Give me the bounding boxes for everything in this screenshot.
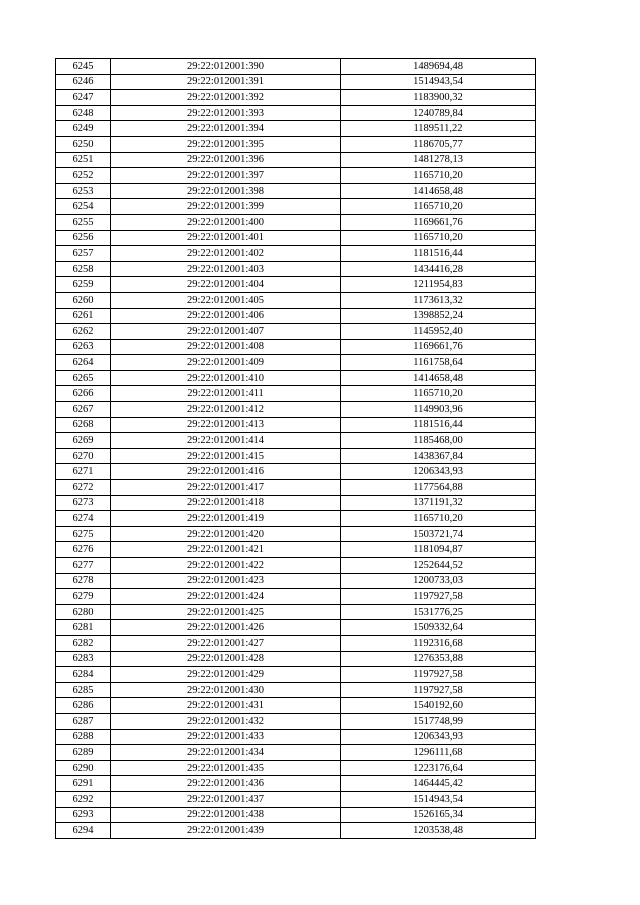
row-number-cell: 6259 bbox=[56, 277, 111, 293]
table-row bbox=[56, 402, 536, 418]
value-cell: 1165710,20 bbox=[341, 230, 536, 246]
cadastral-number-cell: 29:22:012001:435 bbox=[111, 760, 341, 776]
row-number-cell: 6282 bbox=[56, 635, 111, 651]
value-cell: 1189511,22 bbox=[341, 121, 536, 137]
cadastral-number-cell: 29:22:012001:418 bbox=[111, 495, 341, 511]
value-cell: 1165710,20 bbox=[341, 386, 536, 402]
table-row bbox=[56, 604, 536, 620]
cadastral-number-cell: 29:22:012001:425 bbox=[111, 604, 341, 620]
row-number-cell: 6280 bbox=[56, 604, 111, 620]
table-row bbox=[56, 230, 536, 246]
table-row bbox=[56, 246, 536, 262]
row-number-cell: 6245 bbox=[56, 59, 111, 75]
row-number-cell: 6256 bbox=[56, 230, 111, 246]
document-page bbox=[55, 58, 535, 839]
table-row bbox=[56, 183, 536, 199]
table-row bbox=[56, 324, 536, 340]
table-row bbox=[56, 807, 536, 823]
value-cell: 1183900,32 bbox=[341, 90, 536, 106]
cadastral-number-cell: 29:22:012001:434 bbox=[111, 745, 341, 761]
table-row bbox=[56, 136, 536, 152]
table-row bbox=[56, 745, 536, 761]
value-cell: 1509332,64 bbox=[341, 620, 536, 636]
value-cell: 1223176,64 bbox=[341, 760, 536, 776]
table-row bbox=[56, 573, 536, 589]
cadastral-number-cell: 29:22:012001:400 bbox=[111, 214, 341, 230]
value-cell: 1149903,96 bbox=[341, 402, 536, 418]
row-number-cell: 6293 bbox=[56, 807, 111, 823]
value-cell: 1503721,74 bbox=[341, 526, 536, 542]
value-cell: 1177564,88 bbox=[341, 480, 536, 496]
table-row bbox=[56, 152, 536, 168]
row-number-cell: 6251 bbox=[56, 152, 111, 168]
table-row bbox=[56, 495, 536, 511]
table-row bbox=[56, 417, 536, 433]
cadastral-number-cell: 29:22:012001:403 bbox=[111, 261, 341, 277]
table-row bbox=[56, 526, 536, 542]
cadastral-number-cell: 29:22:012001:406 bbox=[111, 308, 341, 324]
cadastral-number-cell: 29:22:012001:417 bbox=[111, 480, 341, 496]
cadastral-number-cell: 29:22:012001:413 bbox=[111, 417, 341, 433]
row-number-cell: 6272 bbox=[56, 480, 111, 496]
row-number-cell: 6289 bbox=[56, 745, 111, 761]
row-number-cell: 6254 bbox=[56, 199, 111, 215]
cadastral-number-cell: 29:22:012001:404 bbox=[111, 277, 341, 293]
table-row bbox=[56, 729, 536, 745]
cadastral-number-cell: 29:22:012001:401 bbox=[111, 230, 341, 246]
table-row bbox=[56, 199, 536, 215]
cadastral-number-cell: 29:22:012001:402 bbox=[111, 246, 341, 262]
value-cell: 1197927,58 bbox=[341, 682, 536, 698]
value-cell: 1161758,64 bbox=[341, 355, 536, 371]
value-cell: 1192316,68 bbox=[341, 635, 536, 651]
row-number-cell: 6294 bbox=[56, 823, 111, 839]
value-cell: 1211954,83 bbox=[341, 277, 536, 293]
cadastral-number-cell: 29:22:012001:407 bbox=[111, 324, 341, 340]
value-cell: 1206343,93 bbox=[341, 464, 536, 480]
cadastral-number-cell: 29:22:012001:422 bbox=[111, 558, 341, 574]
row-number-cell: 6260 bbox=[56, 292, 111, 308]
value-cell: 1398852,24 bbox=[341, 308, 536, 324]
value-cell: 1252644,52 bbox=[341, 558, 536, 574]
table-row bbox=[56, 635, 536, 651]
cadastral-number-cell: 29:22:012001:396 bbox=[111, 152, 341, 168]
table-row bbox=[56, 105, 536, 121]
cadastral-number-cell: 29:22:012001:393 bbox=[111, 105, 341, 121]
row-number-cell: 6271 bbox=[56, 464, 111, 480]
cadastral-number-cell: 29:22:012001:428 bbox=[111, 651, 341, 667]
table-row bbox=[56, 121, 536, 137]
table-row bbox=[56, 214, 536, 230]
value-cell: 1296111,68 bbox=[341, 745, 536, 761]
table-row bbox=[56, 651, 536, 667]
table-row bbox=[56, 448, 536, 464]
cadastral-number-cell: 29:22:012001:409 bbox=[111, 355, 341, 371]
row-number-cell: 6249 bbox=[56, 121, 111, 137]
value-cell: 1169661,76 bbox=[341, 214, 536, 230]
row-number-cell: 6263 bbox=[56, 339, 111, 355]
value-cell: 1145952,40 bbox=[341, 324, 536, 340]
cadastral-value-table bbox=[55, 58, 536, 839]
cadastral-number-cell: 29:22:012001:405 bbox=[111, 292, 341, 308]
table-row bbox=[56, 776, 536, 792]
table-row bbox=[56, 667, 536, 683]
table-row bbox=[56, 713, 536, 729]
table-row bbox=[56, 59, 536, 75]
value-cell: 1173613,32 bbox=[341, 292, 536, 308]
table-row bbox=[56, 90, 536, 106]
table-row bbox=[56, 791, 536, 807]
cadastral-number-cell: 29:22:012001:421 bbox=[111, 542, 341, 558]
cadastral-number-cell: 29:22:012001:439 bbox=[111, 823, 341, 839]
cadastral-number-cell: 29:22:012001:427 bbox=[111, 635, 341, 651]
row-number-cell: 6275 bbox=[56, 526, 111, 542]
table-row bbox=[56, 292, 536, 308]
row-number-cell: 6253 bbox=[56, 183, 111, 199]
value-cell: 1489694,48 bbox=[341, 59, 536, 75]
row-number-cell: 6276 bbox=[56, 542, 111, 558]
cadastral-number-cell: 29:22:012001:395 bbox=[111, 136, 341, 152]
cadastral-number-cell: 29:22:012001:420 bbox=[111, 526, 341, 542]
value-cell: 1165710,20 bbox=[341, 199, 536, 215]
row-number-cell: 6268 bbox=[56, 417, 111, 433]
value-cell: 1438367,84 bbox=[341, 448, 536, 464]
table-row bbox=[56, 433, 536, 449]
row-number-cell: 6269 bbox=[56, 433, 111, 449]
table-row bbox=[56, 620, 536, 636]
row-number-cell: 6292 bbox=[56, 791, 111, 807]
row-number-cell: 6258 bbox=[56, 261, 111, 277]
value-cell: 1514943,54 bbox=[341, 791, 536, 807]
row-number-cell: 6261 bbox=[56, 308, 111, 324]
table-row bbox=[56, 698, 536, 714]
row-number-cell: 6273 bbox=[56, 495, 111, 511]
cadastral-number-cell: 29:22:012001:416 bbox=[111, 464, 341, 480]
row-number-cell: 6283 bbox=[56, 651, 111, 667]
row-number-cell: 6288 bbox=[56, 729, 111, 745]
row-number-cell: 6290 bbox=[56, 760, 111, 776]
cadastral-number-cell: 29:22:012001:414 bbox=[111, 433, 341, 449]
row-number-cell: 6274 bbox=[56, 511, 111, 527]
cadastral-number-cell: 29:22:012001:411 bbox=[111, 386, 341, 402]
value-cell: 1240789,84 bbox=[341, 105, 536, 121]
value-cell: 1197927,58 bbox=[341, 589, 536, 605]
cadastral-number-cell: 29:22:012001:415 bbox=[111, 448, 341, 464]
table-row bbox=[56, 558, 536, 574]
value-cell: 1514943,54 bbox=[341, 74, 536, 90]
value-cell: 1276353,88 bbox=[341, 651, 536, 667]
cadastral-number-cell: 29:22:012001:397 bbox=[111, 168, 341, 184]
row-number-cell: 6264 bbox=[56, 355, 111, 371]
table-row bbox=[56, 682, 536, 698]
row-number-cell: 6247 bbox=[56, 90, 111, 106]
value-cell: 1414658,48 bbox=[341, 370, 536, 386]
table-row bbox=[56, 74, 536, 90]
value-cell: 1197927,58 bbox=[341, 667, 536, 683]
value-cell: 1165710,20 bbox=[341, 168, 536, 184]
cadastral-number-cell: 29:22:012001:423 bbox=[111, 573, 341, 589]
value-cell: 1526165,34 bbox=[341, 807, 536, 823]
row-number-cell: 6257 bbox=[56, 246, 111, 262]
row-number-cell: 6278 bbox=[56, 573, 111, 589]
cadastral-number-cell: 29:22:012001:392 bbox=[111, 90, 341, 106]
row-number-cell: 6250 bbox=[56, 136, 111, 152]
value-cell: 1169661,76 bbox=[341, 339, 536, 355]
table-row bbox=[56, 386, 536, 402]
table-row bbox=[56, 511, 536, 527]
cadastral-number-cell: 29:22:012001:391 bbox=[111, 74, 341, 90]
table-row bbox=[56, 370, 536, 386]
value-cell: 1181516,44 bbox=[341, 417, 536, 433]
value-cell: 1434416,28 bbox=[341, 261, 536, 277]
row-number-cell: 6284 bbox=[56, 667, 111, 683]
cadastral-number-cell: 29:22:012001:436 bbox=[111, 776, 341, 792]
row-number-cell: 6248 bbox=[56, 105, 111, 121]
value-cell: 1464445,42 bbox=[341, 776, 536, 792]
value-cell: 1517748,99 bbox=[341, 713, 536, 729]
cadastral-number-cell: 29:22:012001:431 bbox=[111, 698, 341, 714]
row-number-cell: 6252 bbox=[56, 168, 111, 184]
row-number-cell: 6265 bbox=[56, 370, 111, 386]
cadastral-number-cell: 29:22:012001:437 bbox=[111, 791, 341, 807]
value-cell: 1185468,00 bbox=[341, 433, 536, 449]
cadastral-number-cell: 29:22:012001:438 bbox=[111, 807, 341, 823]
value-cell: 1206343,93 bbox=[341, 729, 536, 745]
row-number-cell: 6277 bbox=[56, 558, 111, 574]
value-cell: 1165710,20 bbox=[341, 511, 536, 527]
row-number-cell: 6267 bbox=[56, 402, 111, 418]
cadastral-number-cell: 29:22:012001:433 bbox=[111, 729, 341, 745]
table-row bbox=[56, 823, 536, 839]
cadastral-number-cell: 29:22:012001:408 bbox=[111, 339, 341, 355]
table-row bbox=[56, 261, 536, 277]
value-cell: 1181094,87 bbox=[341, 542, 536, 558]
table-row bbox=[56, 168, 536, 184]
value-cell: 1186705,77 bbox=[341, 136, 536, 152]
row-number-cell: 6279 bbox=[56, 589, 111, 605]
cadastral-number-cell: 29:22:012001:410 bbox=[111, 370, 341, 386]
row-number-cell: 6281 bbox=[56, 620, 111, 636]
cadastral-number-cell: 29:22:012001:426 bbox=[111, 620, 341, 636]
table-body bbox=[56, 59, 536, 839]
cadastral-number-cell: 29:22:012001:399 bbox=[111, 199, 341, 215]
value-cell: 1200733,03 bbox=[341, 573, 536, 589]
cadastral-number-cell: 29:22:012001:398 bbox=[111, 183, 341, 199]
value-cell: 1481278,13 bbox=[341, 152, 536, 168]
row-number-cell: 6255 bbox=[56, 214, 111, 230]
table-row bbox=[56, 464, 536, 480]
table-row bbox=[56, 760, 536, 776]
cadastral-number-cell: 29:22:012001:430 bbox=[111, 682, 341, 698]
table-row bbox=[56, 480, 536, 496]
table-row bbox=[56, 339, 536, 355]
row-number-cell: 6291 bbox=[56, 776, 111, 792]
table-row bbox=[56, 308, 536, 324]
table-row bbox=[56, 355, 536, 371]
cadastral-number-cell: 29:22:012001:432 bbox=[111, 713, 341, 729]
value-cell: 1531776,25 bbox=[341, 604, 536, 620]
value-cell: 1203538,48 bbox=[341, 823, 536, 839]
row-number-cell: 6285 bbox=[56, 682, 111, 698]
table-row bbox=[56, 589, 536, 605]
value-cell: 1540192,60 bbox=[341, 698, 536, 714]
table-row bbox=[56, 542, 536, 558]
row-number-cell: 6266 bbox=[56, 386, 111, 402]
cadastral-number-cell: 29:22:012001:394 bbox=[111, 121, 341, 137]
row-number-cell: 6246 bbox=[56, 74, 111, 90]
cadastral-number-cell: 29:22:012001:390 bbox=[111, 59, 341, 75]
cadastral-number-cell: 29:22:012001:412 bbox=[111, 402, 341, 418]
cadastral-number-cell: 29:22:012001:424 bbox=[111, 589, 341, 605]
value-cell: 1181516,44 bbox=[341, 246, 536, 262]
value-cell: 1371191,32 bbox=[341, 495, 536, 511]
cadastral-number-cell: 29:22:012001:419 bbox=[111, 511, 341, 527]
table-row bbox=[56, 277, 536, 293]
row-number-cell: 6287 bbox=[56, 713, 111, 729]
row-number-cell: 6262 bbox=[56, 324, 111, 340]
cadastral-number-cell: 29:22:012001:429 bbox=[111, 667, 341, 683]
row-number-cell: 6270 bbox=[56, 448, 111, 464]
value-cell: 1414658,48 bbox=[341, 183, 536, 199]
row-number-cell: 6286 bbox=[56, 698, 111, 714]
